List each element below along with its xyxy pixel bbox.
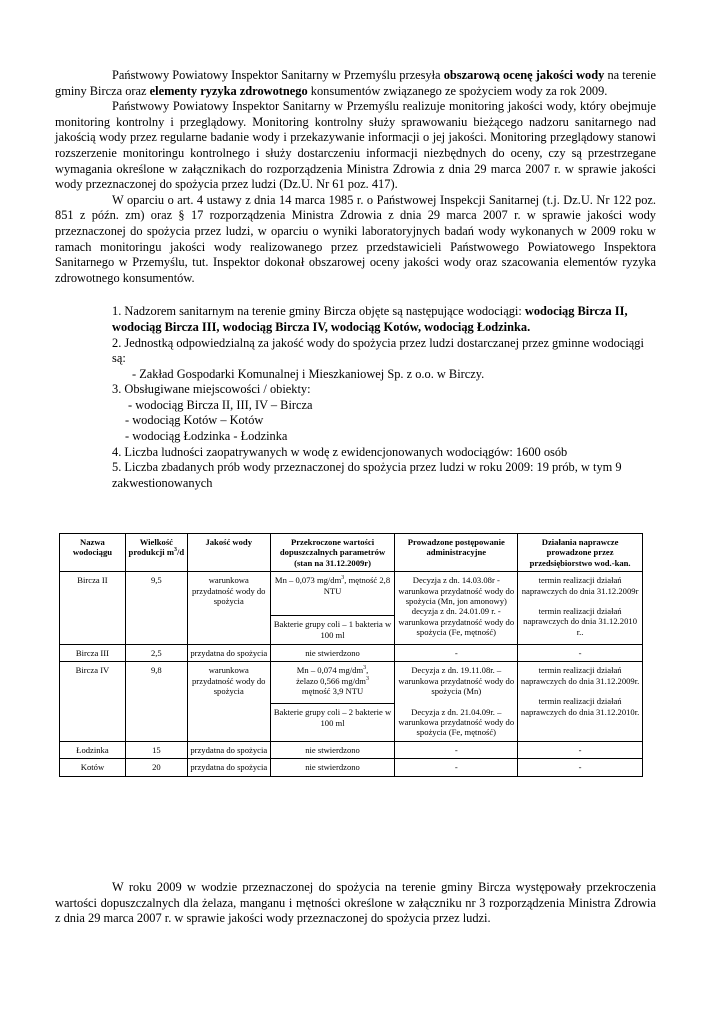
text-span: 1. Nadzorem sanitarnym na terenie gminy Bircza objęte są następujące wodociągi: [112, 304, 525, 319]
header-cell: Przekroczone wartości dopuszczalnych parametrów (stan na 31.12.2009r) [270, 534, 395, 572]
table-cell: Kotów [60, 759, 126, 776]
table-cell: przydatna do spożycia [187, 759, 270, 776]
table-cell [270, 572, 395, 645]
cell-text: termin realizacji działań naprawczych do dnia 31.12.2010r. [520, 696, 640, 717]
intro-paragraph-3: W oparciu o art. 4 ustawy z dnia 14 marca 1985 r. o Państwowej Inspekcji Sanitarnej (t.j. Dz.U. Nr 122 poz. 851 z późn. zm) oraz § 17 rozporządzenia Ministra Zdrowia z dnia 29 marca 2007 r. w sprawie jakości wody przeznaczonej do spożycia przez ludzi, w oparciu o wyniki laboratoryjnych badań wody wykonanych w 2009 roku w ramach monitoringu jakości wody realizowanego przez przedstawicieli Państwowego Powiatowego Inspektora Sanitarnego w Przemyślu, tut. Inspektor dokonał obszarowej oceny jakości wody oraz szacowania elementów ryzyka zdrowotnego konsumentów. [55, 192, 656, 285]
list-subitem: - Zakład Gospodarki Komunalnej i Mieszkaniowej Sp. z o.o. w Birczy. [132, 366, 485, 381]
table-cell: 20 [125, 759, 187, 776]
closing-paragraph: W roku 2009 w wodzie przeznaczonej do spożycia na terenie gminy Bircza występowały przekroczenia wartości dopuszczalnych dla żelaza, manganu i mętności określone w załączniku nr 3 rozporządzenia Ministra Zdrowia z dnia 29 marca 2007 r. w sprawie jakości wody przeznaczonej do spożycia przez ludzi. [55, 880, 656, 926]
table-header-row [60, 534, 643, 572]
list-item-4: 4. Liczba ludności zaopatrywanych w wodę z ewidencjonowanych wodociągów: 1600 osób [112, 444, 568, 459]
table-cell: - [395, 741, 518, 758]
table-cell: - [518, 759, 643, 776]
text-span: /d [177, 547, 185, 558]
table-cell [270, 662, 395, 741]
list-subitem: - wodociąg Łodzinka - Łodzinka [125, 429, 288, 444]
header-cell: Działania naprawcze prowadzone przez przedsiębiorstwo wod.-kan. [518, 534, 643, 572]
list-item-5: 5. Liczba zbadanych prób wody przeznaczonej do spożycia przez ludzi w roku 2009: 19 prób, w tym 9 zakwestionowanych [112, 460, 622, 490]
table-cell [395, 662, 518, 741]
table-cell: Bircza IV [60, 662, 126, 741]
text-span: Wielkość produkcji m [128, 537, 174, 558]
table-cell [395, 572, 518, 645]
text-span: mętność 3,9 NTU [301, 686, 364, 697]
superscript: 3 [174, 547, 177, 554]
list-item-3: 3. Obsługiwane miejscowości / obiekty: [112, 382, 311, 397]
text-span: , [366, 665, 369, 676]
table-cell [518, 662, 643, 741]
superscript: 3 [341, 575, 345, 582]
list-item-2: 2. Jednostką odpowiedzialną za jakość wody do spożycia przez ludzi dostarczanej przez gminne wodociągi są: [112, 335, 644, 366]
table-cell: Bircza III [60, 645, 126, 662]
table-cell: - [518, 741, 643, 758]
cell-text: termin realizacji działań naprawczych do dnia 31.12.2010 r.. [523, 606, 637, 637]
intro-paragraph-1 [55, 68, 656, 99]
table-cell: - [395, 645, 518, 662]
text-span: Mn – 0,073 mg/dm [274, 575, 342, 586]
table-cell: 9,5 [125, 572, 187, 645]
table-cell: warunkowa przydatność wody do spożycia [187, 572, 270, 645]
table-row [60, 741, 643, 758]
table-cell: Łodzinka [60, 741, 126, 758]
text-span: na terenie gminy Bircza oraz [55, 68, 656, 98]
table-cell: warunkowa przydatność wody do spożycia [187, 662, 270, 741]
list-subitem: - wodociąg Bircza II, III, IV – Bircza [128, 397, 313, 412]
table-cell: Bircza II [60, 572, 126, 645]
cell-text: termin realizacji działań naprawczych do dnia 31.12.2009r. [520, 665, 640, 686]
intro-paragraph-2: Państwowy Powiatowy Inspektor Sanitarny w Przemyślu realizuje monitoring jakości wody, który obejmuje monitoring kontrolny i przeglądowy. Monitoring kontrolny służy sprawowaniu bieżącego nadzoru sanitarnego nad jakością wody przez regularne badanie wody i przekazywanie informacji o jej jakości. Monitoring przeglądowy stanowi rozszerzenie monitoringu kontrolnego i służy dostarczeniu informacji niezbędnych do oceny, czy są przestrzegane wymagania określone w załącznikach do rozporządzenia Ministra Zdrowia z dnia 29 marca 2007 r. w sprawie jakości wody przeznaczonej do spożycia przez ludzi (Dz.U. Nr 61 poz. 417). [55, 99, 656, 192]
info-list [112, 304, 656, 491]
header-cell: Jakość wody [187, 534, 270, 572]
table-cell: 2,5 [125, 645, 187, 662]
table-cell: nie stwierdzono [270, 741, 395, 758]
bold-phrase: wodociąg Bircza II, wodociąg Bircza III, wodociąg Bircza IV, wodociąg Kotów, wodociąg Łodzinka. [112, 304, 628, 334]
superscript: 3 [366, 675, 369, 682]
table-cell: nie stwierdzono [270, 759, 395, 776]
table-row [60, 662, 643, 741]
text-span: , mętność 2,8 NTU [323, 575, 391, 596]
table-cell: - [518, 645, 643, 662]
text-span: Państwowy Powiatowy Inspektor Sanitarny w Przemyślu przesyła [112, 68, 444, 82]
cell-part [271, 572, 395, 615]
water-quality-table [59, 533, 643, 777]
header-cell: Prowadzone postępowanie administracyjne [395, 534, 518, 572]
table-cell: 9,8 [125, 662, 187, 741]
table-cell: przydatna do spożycia [187, 645, 270, 662]
text-span: Mn – 0,074 mg/dm [296, 665, 364, 676]
table-cell: nie stwierdzono [270, 645, 395, 662]
table-cell: - [395, 759, 518, 776]
table-cell: 15 [125, 741, 187, 758]
bold-phrase: elementy ryzyka zdrowotnego [149, 83, 308, 98]
cell-part: Bakterie grupy coli – 2 bakterie w 100 ml [271, 703, 395, 732]
superscript: 3 [363, 665, 367, 672]
cell-text: Decyzja z dn. 21.04.09r. – warunkowa przydatność wody do spożycia (Fe, mętność) [398, 706, 515, 738]
table-cell: przydatna do spożycia [187, 741, 270, 758]
header-cell: Nazwa wodociągu [60, 534, 126, 572]
cell-part [271, 662, 395, 703]
closing-section [55, 880, 656, 927]
cell-text: Decyzja z dn. 19.11.08r. – warunkowa przydatność wody do spożycia (Mn) [398, 665, 515, 697]
list-item-1 [112, 304, 656, 335]
cell-text: termin realizacji działań naprawczych do dnia 31.12.2009r [521, 575, 639, 596]
bold-phrase: obszarową ocenę jakości wody [443, 68, 605, 82]
cell-text: decyzja z dn. 24.01.09 r. - warunkowa przydatność wody do spożycia (Fe, mętność) [398, 606, 515, 638]
table-row [60, 572, 643, 645]
table-row [60, 759, 643, 776]
text-span: żelazo 0,566 mg/dm [296, 675, 366, 686]
table-row [60, 645, 643, 662]
text-span: konsumentów związanego ze spożyciem wody za rok 2009. [307, 83, 608, 98]
cell-part: Bakterie grupy coli – 1 bakteria w 100 ml [271, 615, 395, 644]
cell-text: Decyzja z dn. 14.03.08r - warunkowa przydatność wody do spożycia (Mn, jon amonowy) [398, 575, 515, 607]
list-subitem: - wodociąg Kotów – Kotów [125, 413, 264, 428]
document-body [55, 68, 656, 491]
table-cell [518, 572, 643, 645]
header-cell [125, 534, 187, 572]
